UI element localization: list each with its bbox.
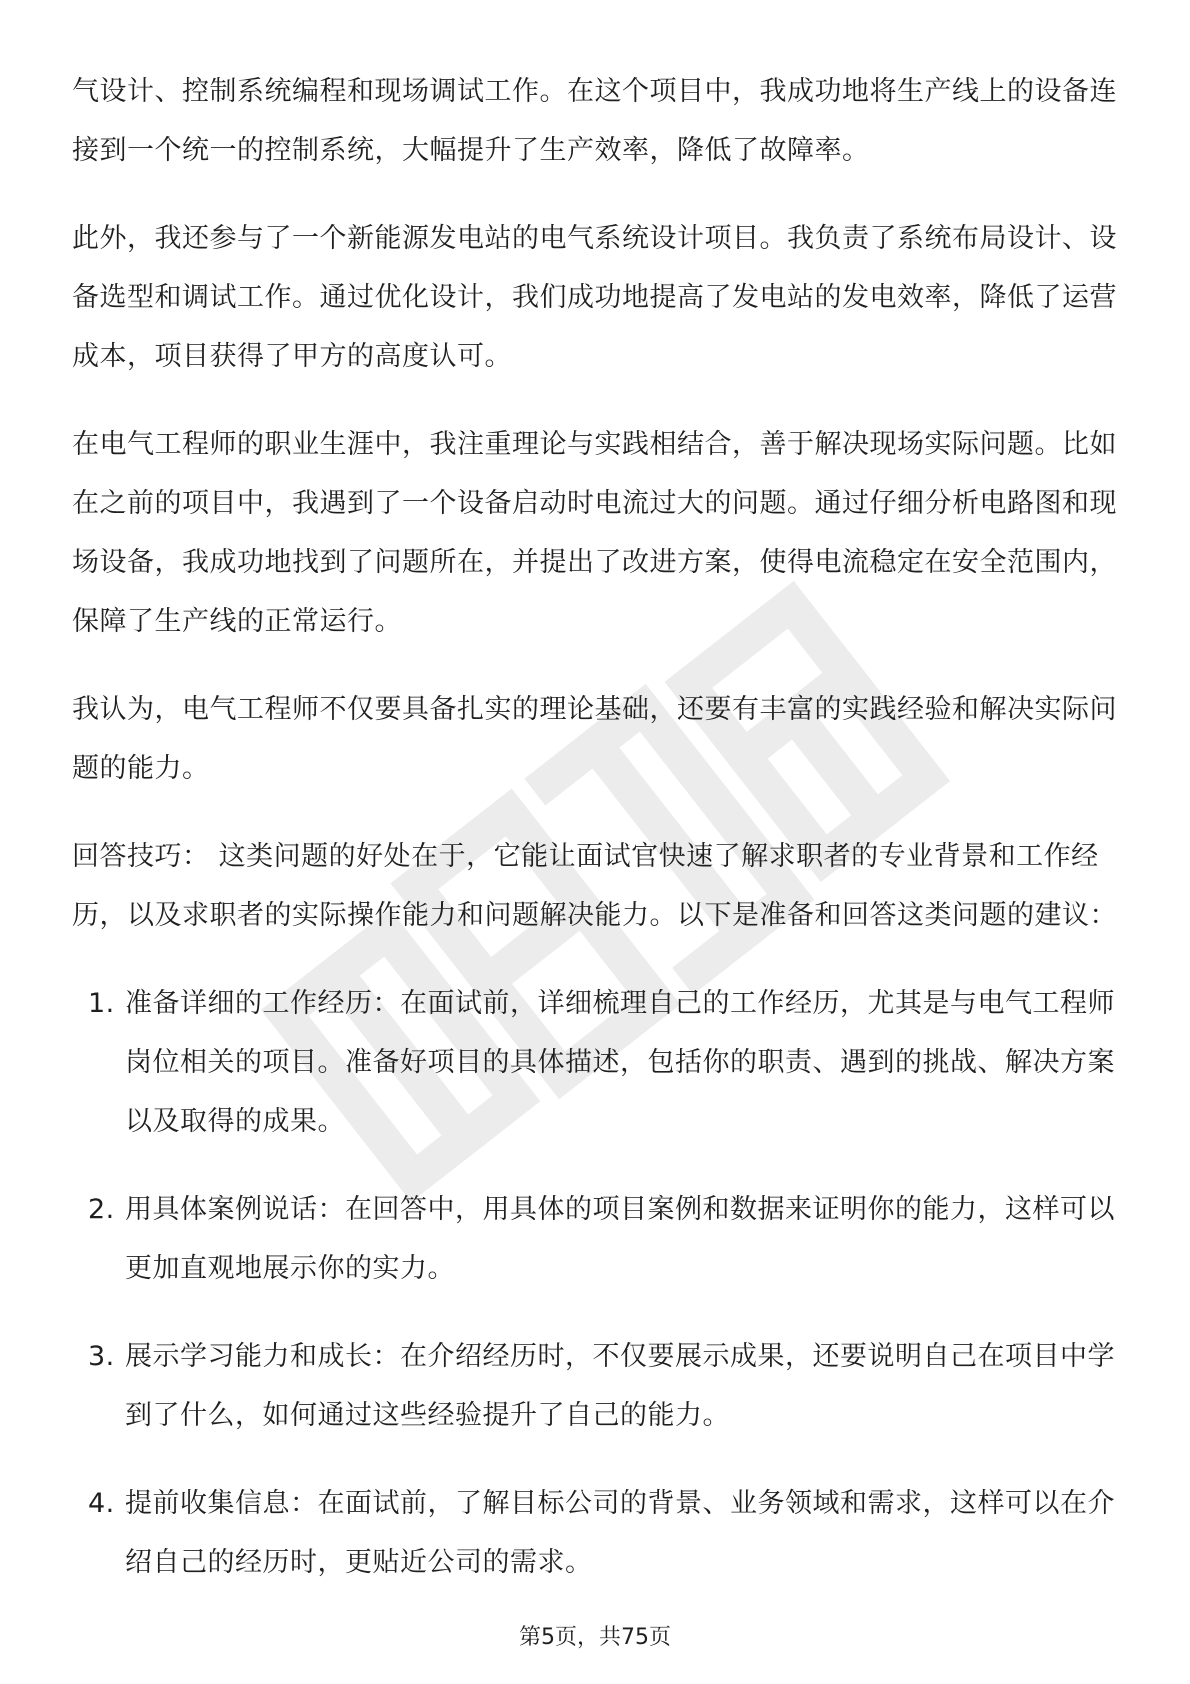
document-body	[72, 62, 1122, 1621]
paragraph: 在电气工程师的职业生涯中，我注重理论与实践相结合，善于解决现场实际问题。比如在之前的项目中，我遇到了一个设备启动时电流过大的问题。通过仔细分析电路图和现场设备，我成功地找到了问题所在，并提出了改进方案，使得电流稳定在安全范围内，保障了生产线的正常运行。	[72, 429, 1117, 637]
page-number: 第5页，共75页	[519, 1625, 671, 1650]
list-text: 展示学习能力和成长：在介绍经历时，不仅要展示成果，还要说明自己在项目中学到了什么，如何通过这些经验提升了自己的能力。	[125, 1341, 1115, 1431]
list-number: 1.	[88, 988, 115, 1019]
paragraph: 我认为，电气工程师不仅要具备扎实的理论基础，还要有丰富的实践经验和解决实际问题的能力。	[72, 694, 1117, 784]
list-item	[72, 1474, 1122, 1592]
list-text: 用具体案例说话：在回答中，用具体的项目案例和数据来证明你的能力，这样可以更加直观地展示你的实力。	[125, 1194, 1115, 1284]
paragraph: 此外，我还参与了一个新能源发电站的电气系统设计项目。我负责了系统布局设计、设备选型和调试工作。通过优化设计，我们成功地提高了发电站的发电效率，降低了运营成本，项目获得了甲方的高度认可。	[72, 223, 1117, 372]
list-text: 准备详细的工作经历：在面试前，详细梳理自己的工作经历，尤其是与电气工程师岗位相关的项目。准备好项目的具体描述，包括你的职责、遇到的挑战、解决方案以及取得的成果。	[125, 988, 1115, 1137]
tips-list	[72, 974, 1122, 1592]
list-item	[72, 974, 1122, 1151]
list-text: 提前收集信息：在面试前，了解目标公司的背景、业务领域和需求，这样可以在介绍自己的经历时，更贴近公司的需求。	[125, 1488, 1115, 1578]
answer-tips-paragraph: 回答技巧： 这类问题的好处在于，它能让面试官快速了解求职者的专业背景和工作经历，以及求职者的实际操作能力和问题解决能力。以下是准备和回答这类问题的建议：	[72, 841, 1117, 931]
list-number: 3.	[88, 1341, 115, 1372]
list-number: 2.	[88, 1194, 115, 1225]
paragraph: 气设计、控制系统编程和现场调试工作。在这个项目中，我成功地将生产线上的设备连接到一个统一的控制系统，大幅提升了生产效率，降低了故障率。	[72, 76, 1117, 166]
list-number: 4.	[88, 1488, 115, 1519]
list-item	[72, 1180, 1122, 1298]
list-item	[72, 1327, 1122, 1445]
